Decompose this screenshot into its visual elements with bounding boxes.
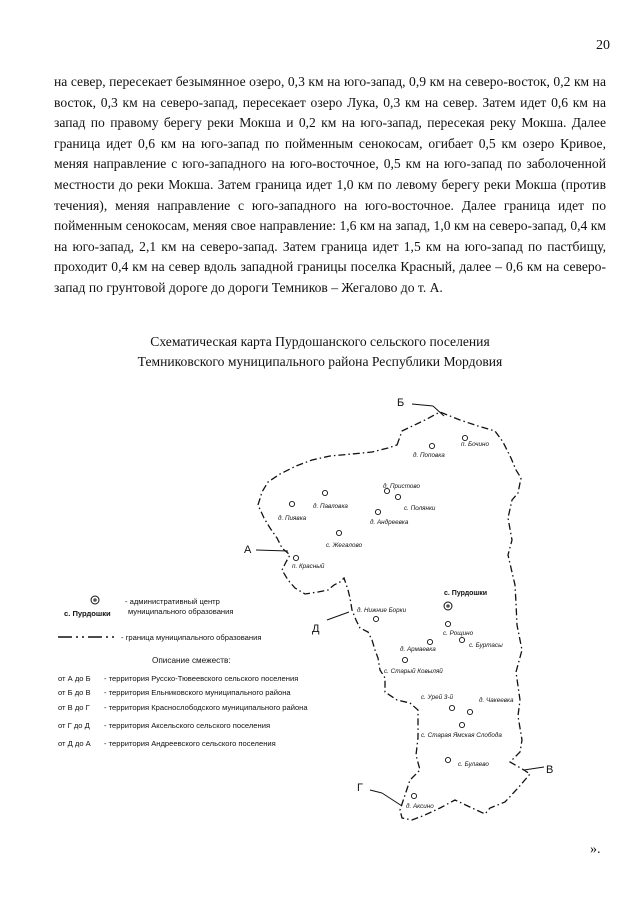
settlement-label: с. Старый Ковыляй: [384, 668, 443, 675]
legend-center-text-1: - административный центр: [125, 597, 220, 606]
municipal-boundary: [258, 412, 530, 820]
settlement-label: д. Чакеевка: [479, 697, 514, 704]
settlement-pristovo: [383, 482, 421, 494]
settlement-label: д. Павловка: [313, 503, 348, 510]
legend-row-desc: - территория Русско-Тювеевского сельского поселения: [104, 674, 299, 683]
point-label-g: Г: [357, 782, 363, 794]
pointer-line-v: [524, 767, 544, 770]
legend-row-desc: - территория Ельниковского муниципального района: [104, 688, 291, 697]
settlement-aksino: [406, 793, 434, 810]
settlement-nizhnie-borki: [357, 606, 407, 622]
settlement-pikovka: [278, 501, 307, 522]
legend-row-desc: - территория Аксельского сельского поселения: [104, 721, 271, 730]
settlement-marker: [459, 722, 464, 727]
end-mark: ».: [590, 842, 601, 857]
settlement-krasny: [292, 555, 325, 570]
settlement-label: с. Булаево: [458, 761, 489, 768]
settlement-label: с. Полянки: [404, 505, 436, 512]
pointer-line-d: [327, 612, 349, 620]
settlement-marker: [427, 639, 432, 644]
settlement-purdoshki-center: [444, 590, 487, 610]
settlement-label: д. Пристово: [383, 483, 421, 490]
settlement-popovka: [413, 443, 445, 459]
point-label-d: Д: [312, 623, 320, 635]
settlement-label: с. Буртасы: [469, 642, 503, 649]
pointer-line-b2: [433, 406, 444, 416]
settlement-label: с. Жегалово: [326, 542, 363, 549]
settlement-marker: [289, 501, 294, 506]
settlement-label: д. Пиявка: [278, 515, 307, 522]
settlement-marker: [445, 757, 450, 762]
settlement-label: д. Нижние Борки: [357, 607, 407, 614]
settlement-label: д. Андреевка: [370, 519, 409, 526]
legend-border-text: - граница муниципального образования: [121, 633, 262, 642]
settlement-chakeevka: [467, 696, 514, 715]
legend-row-range: от Д до А: [58, 739, 91, 748]
settlement-staraya-yamskaya: [421, 722, 502, 739]
settlement-marker: [402, 657, 407, 662]
legend-row-desc: - территория Краснослободского муниципального района: [104, 703, 308, 712]
settlement-roshchino: [443, 621, 474, 637]
settlement-zhegalovo: [326, 530, 363, 549]
map-legend: [58, 596, 308, 748]
point-label-a: А: [244, 544, 252, 556]
point-label-b: Б: [397, 397, 405, 409]
pointer-line-g: [370, 790, 382, 793]
settlement-label: п. Красный: [292, 563, 325, 570]
settlement-armaevka: [400, 639, 436, 653]
settlement-marker: [449, 705, 454, 710]
settlement-marker: [467, 709, 472, 714]
settlement-bulaevo: [445, 757, 489, 768]
settlement-marker: [445, 621, 450, 626]
legend-adjacency-heading: Описание смежеств:: [152, 656, 231, 665]
settlement-polyanki: [395, 494, 436, 512]
settlement-label: д. Армаевка: [400, 646, 436, 653]
settlement-pavlovka: [313, 490, 348, 510]
settlement-label: п. Бочино: [461, 441, 490, 448]
settlement-label: д. Поповка: [413, 452, 445, 459]
map-title-line-1: Схематическая карта Пурдошанского сельского поселения: [150, 334, 490, 349]
settlement-stary-kovylyay: [384, 657, 443, 675]
settlement-marker: [459, 637, 464, 642]
body-paragraph: на север, пересекает безымянное озеро, 0,3 км на юго-запад, 0,9 км на северо-восток, 0,2 км на восток, 0,3 км на северо-запад, пересекает озеро Лука, 0,3 км на север. Затем идет 0,6 км на запад по правому берегу реки Мокша и 0,2 км на юго-запад, пересекая реку Мокша. Далее граница идет 0,6 км на юго-запад по пойменным сенокосам, огибает 0,5 км озеро Кривое, меняя направление с юго-западного на юго-восточное, 0,5 км на юго-запад по заболоченной местности до реки Мокша. Затем граница идет 1,0 км по левому берегу реки Мокша (против течения), меняя направление с юго-западного на юго-восточное. Далее граница идет по пойменным сенокосам, меняя свое направление: 1,6 км на запад, 1,0 км на северо-запад, 0,4 км на юго-запад, 2,1 км на северо-запад. Затем граница идет 1,5 км на юго-запад по пастбищу, проходит 0,4 км на север вдоль западной границы поселка Красный, далее – 0,6 км на северо-запад по грунтовой дороге до дороги Темников – Жегалово до т. А.: [54, 74, 606, 295]
legend-row-range: от Г до Д: [58, 721, 90, 730]
legend-row-range: от Б до В: [58, 688, 91, 697]
legend-row-range: от А до Б: [58, 674, 91, 683]
settlement-bochino: [461, 435, 490, 448]
settlement-marker: [462, 435, 467, 440]
settlement-label: с. Урей 3-й: [421, 694, 453, 701]
pointer-line-b: [412, 404, 433, 406]
legend-row-range: от В до Г: [58, 703, 90, 712]
settlement-marker: [375, 509, 380, 514]
pointer-line-g2: [382, 793, 402, 806]
settlement-marker: [429, 443, 434, 448]
settlement-marker: [373, 616, 378, 621]
settlement-marker: [322, 490, 327, 495]
settlement-label: с. Рощино: [443, 630, 474, 637]
point-label-v: В: [546, 764, 554, 776]
legend-center-text-2: муниципального образования: [128, 607, 234, 616]
legend-center-sample: с. Пурдошки: [64, 609, 111, 618]
settlement-marker: [395, 494, 400, 499]
page-number: 20: [596, 38, 610, 53]
settlement-burtasy: [459, 637, 503, 649]
settlement-marker: [336, 530, 341, 535]
settlement-urey: [421, 693, 455, 711]
legend-center-dot: [93, 598, 97, 602]
map-title-line-2: Темниковского муниципального района Республики Мордовия: [137, 354, 503, 369]
settlement-marker: [411, 793, 416, 798]
pointer-line-a: [256, 550, 288, 551]
admin-center-dot: [446, 604, 450, 608]
settlement-label: с. Пурдошки: [444, 590, 488, 597]
settlement-marker: [293, 555, 298, 560]
settlement-label: с. Старая Ямская Слобода: [421, 732, 502, 739]
settlement-label: д. Аксино: [406, 803, 434, 810]
legend-row-desc: - территория Андреевского сельского поселения: [104, 739, 276, 748]
